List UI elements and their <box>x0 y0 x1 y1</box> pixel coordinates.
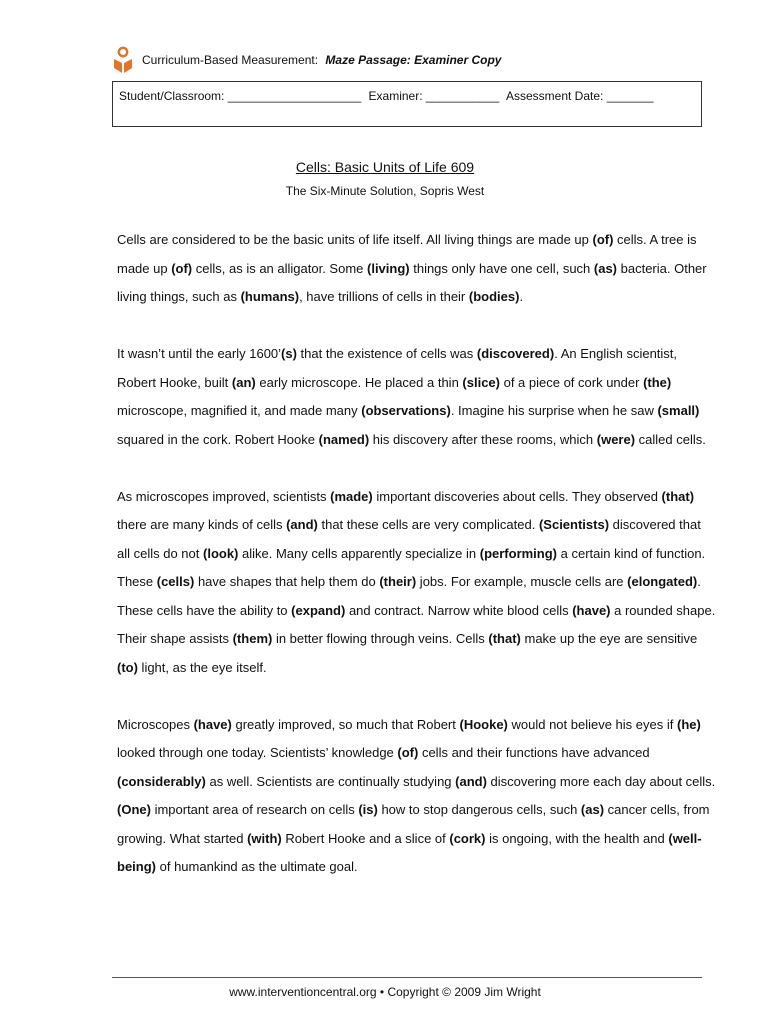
maze-answer: (slice) <box>462 374 500 390</box>
passage-text: Cells are considered to be the basic units of life itself. All living things are made up <box>117 232 593 247</box>
maze-answer: (have) <box>572 602 611 618</box>
passage-paragraph <box>117 483 717 683</box>
passage-text: looked through one today. Scientists’ knowledge <box>117 745 398 760</box>
passage-text: have shapes that help them do <box>194 574 380 589</box>
passage-text: cells. A tree is made up <box>117 232 697 276</box>
passage-text: a certain kind of function. These <box>117 545 706 589</box>
passage-text: and contract. Narrow white blood cells <box>345 602 573 618</box>
passage-text: of a piece of cork under <box>499 374 644 390</box>
maze-answer: (expand) <box>291 602 346 618</box>
passage-text: make up the eye are sensitive <box>520 631 698 646</box>
maze-answer: (them) <box>232 631 273 646</box>
passage-text: as well. Scientists are continually studying <box>205 773 456 789</box>
maze-answer: (an) <box>231 374 256 390</box>
passage-text: in better flowing through veins. Cells <box>272 631 489 646</box>
passage-text: important area of research on cells <box>150 802 359 817</box>
maze-answer: (is) <box>358 802 378 817</box>
maze-answer: (performing) <box>479 545 558 561</box>
passage-text: how to stop dangerous cells, such <box>377 802 581 817</box>
passage-text: greatly improved, so much that Robert <box>231 716 460 732</box>
passage-text: of humankind as the ultimate goal. <box>156 859 358 874</box>
maze-answer: (as) <box>593 260 618 276</box>
maze-answer: (look) <box>203 545 239 561</box>
maze-answer: (of) <box>397 745 419 760</box>
maze-answer: (s) <box>281 346 297 361</box>
passage-text: bacteria. Other living things, such as <box>117 260 707 304</box>
passage-text: . These cells have the ability to <box>117 574 701 618</box>
header-title: Maze Passage: Examiner Copy <box>325 53 502 67</box>
maze-answer: (to) <box>117 659 138 675</box>
maze-answer: (the) <box>643 374 672 390</box>
maze-answer: (cork) <box>449 830 486 846</box>
maze-answer: (elongated) <box>627 574 698 589</box>
maze-answer: (that) <box>661 488 695 504</box>
page-footer: www.interventioncentral.org • Copyright © 2009 Jim Wright <box>229 985 541 999</box>
page-header <box>112 46 501 74</box>
passage-text: As microscopes improved, scientists <box>117 488 331 504</box>
maze-answer: (cells) <box>156 574 195 589</box>
passage-text: is ongoing, with the health and <box>485 830 669 846</box>
maze-answer: (Scientists) <box>538 517 610 532</box>
maze-answer: (discovered) <box>476 346 555 361</box>
passage-text: cancer cells, from growing. What started <box>117 802 710 846</box>
maze-answer: (well-being) <box>117 830 702 874</box>
maze-answer: (named) <box>318 431 370 447</box>
passage-text: cells, as is an alligator. Some <box>192 260 367 276</box>
passage-text: microscope, magnified it, and made many <box>117 403 362 418</box>
passage-text: light, as the eye itself. <box>137 659 267 675</box>
maze-answer: (One) <box>117 802 151 817</box>
maze-answer: (Hooke) <box>459 716 508 732</box>
student-info-box <box>112 81 702 127</box>
passage-text: that these cells are very complicated. <box>317 517 539 532</box>
footer-divider <box>112 977 702 978</box>
maze-answer: (of) <box>592 232 614 247</box>
passage-paragraph <box>117 711 717 882</box>
maze-answer: (made) <box>330 488 373 504</box>
student-classroom-field: Student/Classroom: ____________________ <box>119 89 362 103</box>
passage-text: a rounded shape. Their shape assists <box>117 602 716 646</box>
passage-text: early microscope. He placed a thin <box>255 374 463 390</box>
passage-text: Robert Hooke and a slice of <box>281 830 450 846</box>
passage-text: that the existence of cells was <box>296 346 477 361</box>
maze-answer: (observations) <box>361 403 451 418</box>
passage-text: cells and their functions have advanced <box>418 745 650 760</box>
maze-answer: (their) <box>379 574 417 589</box>
maze-answer: (humans) <box>240 289 300 304</box>
passage-text: his discovery after these rooms, which <box>369 431 597 447</box>
passage-source: The Six-Minute Solution, Sopris West <box>285 184 485 198</box>
passage-text: . <box>519 289 524 304</box>
passage-paragraph <box>117 340 717 454</box>
intervention-central-logo-icon <box>112 46 134 74</box>
maze-answer: (considerably) <box>117 773 206 789</box>
passage-text: squared in the cork. Robert Hooke <box>117 431 319 447</box>
maze-answer: (of) <box>171 260 193 276</box>
passage-text: discovering more each day about cells. <box>486 773 716 789</box>
passage-text: , have trillions of cells in their <box>299 289 469 304</box>
maze-answer: (bodies) <box>468 289 520 304</box>
header-text <box>142 53 501 67</box>
passage-text: called cells. <box>635 431 706 447</box>
maze-answer: (and) <box>455 773 487 789</box>
maze-answer: (as) <box>580 802 605 817</box>
passage-text: discovered that all cells do not <box>117 517 701 561</box>
passage-text: there are many kinds of cells <box>117 517 287 532</box>
passage-text: would not believe his eyes if <box>507 716 677 732</box>
maze-answer: (with) <box>247 830 282 846</box>
passage-text: Microscopes <box>117 716 194 732</box>
maze-answer: (have) <box>193 716 232 732</box>
passage-text: It wasn’t until the early 1600’ <box>117 346 282 361</box>
maze-answer: (and) <box>286 517 318 532</box>
maze-passage <box>117 226 717 910</box>
maze-answer: (were) <box>596 431 636 447</box>
passage-text: . An English scientist, Robert Hooke, built <box>117 346 678 390</box>
passage-text: things only have one cell, such <box>409 260 594 276</box>
passage-paragraph <box>117 226 717 312</box>
maze-answer: (that) <box>488 631 521 646</box>
passage-text: jobs. For example, muscle cells are <box>416 574 628 589</box>
passage-text: important discoveries about cells. They observed <box>372 488 662 504</box>
maze-answer: (living) <box>367 260 410 276</box>
passage-text: alike. Many cells apparently specialize in <box>238 545 480 561</box>
passage-text: . Imagine his surprise when he saw <box>450 403 658 418</box>
header-prefix: Curriculum-Based Measurement: <box>142 53 319 67</box>
passage-title: Cells: Basic Units of Life 609 <box>295 159 475 175</box>
maze-answer: (small) <box>657 403 700 418</box>
assessment-date-field: Assessment Date: _______ <box>505 89 654 103</box>
maze-answer: (he) <box>676 716 701 732</box>
examiner-field: Examiner: ___________ <box>368 89 500 103</box>
